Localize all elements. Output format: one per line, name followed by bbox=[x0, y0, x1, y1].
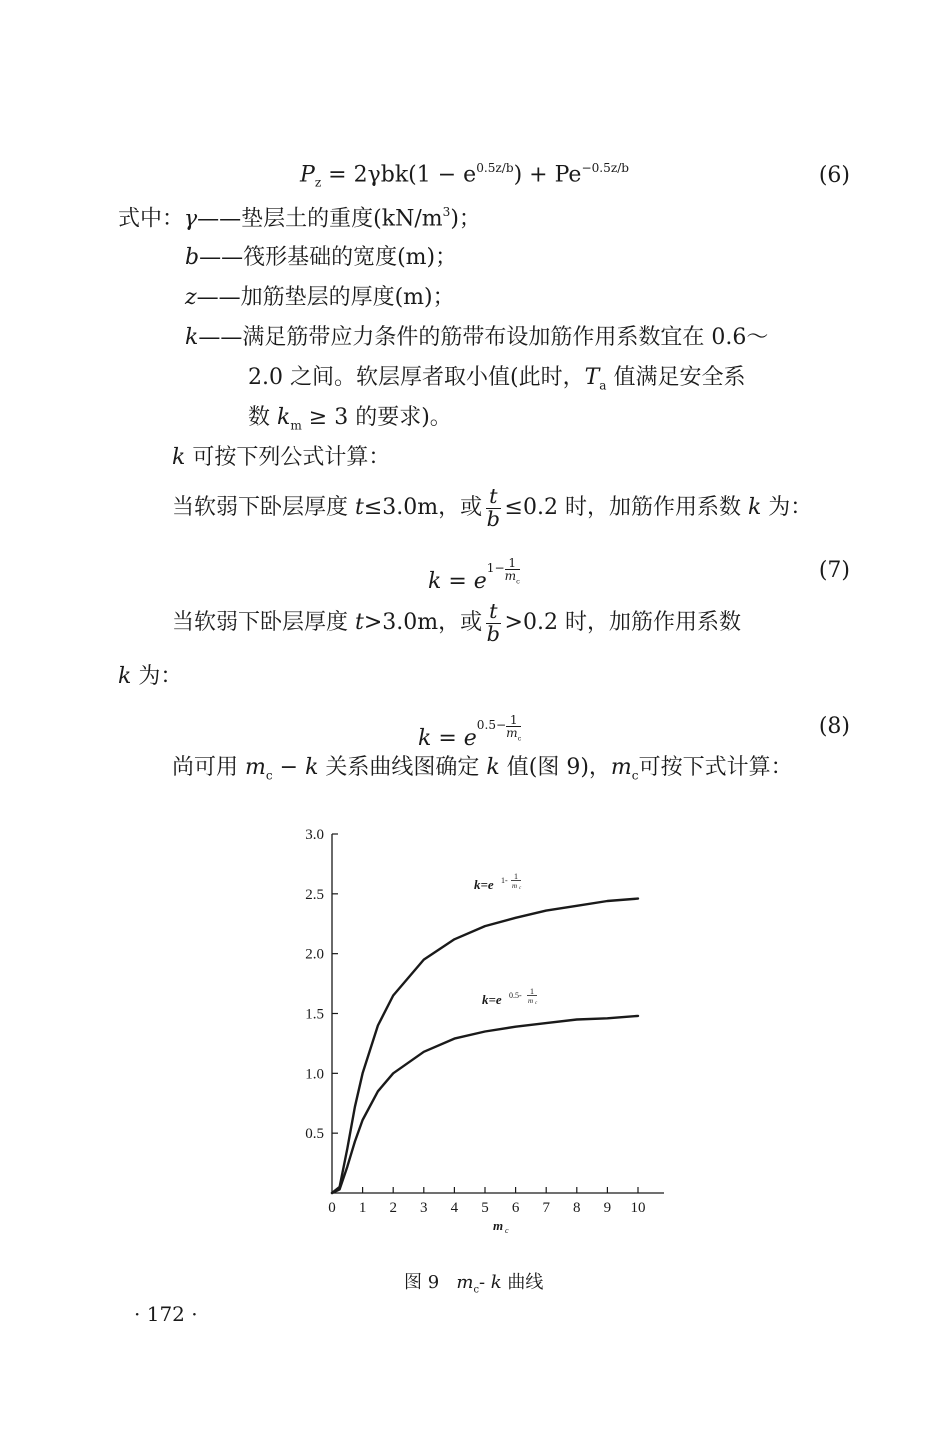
p5-b: − bbox=[272, 755, 306, 780]
eq8-lhs: k = e bbox=[418, 726, 477, 752]
p2-a: 当软弱下卧层厚度 bbox=[172, 495, 355, 520]
p5-m: m bbox=[245, 755, 266, 780]
eq6-rhs-a-sup: 0.5z/b bbox=[476, 160, 514, 175]
p4-k: k bbox=[118, 664, 132, 689]
p5-sub: c bbox=[265, 768, 273, 783]
p5-a: 尚可用 bbox=[172, 755, 245, 780]
series-label-frac-den-2: m bbox=[528, 997, 534, 1005]
p2-d: 为： bbox=[761, 495, 813, 520]
def-k-line3-b: ≥ 3 的要求)。 bbox=[301, 405, 452, 430]
p5-m2: m bbox=[610, 755, 632, 780]
def-k-line2-b: 值满足安全系 bbox=[606, 365, 746, 390]
def-k-line3-sub: m bbox=[290, 418, 302, 433]
x-tick-label: 8 bbox=[573, 1200, 581, 1216]
p3-b: >3.0m，或 bbox=[363, 610, 483, 635]
x-tick-label: 5 bbox=[481, 1200, 489, 1216]
eq7-frac-num: 1 bbox=[505, 557, 520, 570]
series-label-frac-num-2: 1 bbox=[530, 987, 534, 996]
eq8-frac-den-m: m bbox=[506, 726, 518, 741]
x-tick-label: 3 bbox=[420, 1200, 428, 1216]
frac2-numerator: t bbox=[486, 601, 500, 624]
page-number: · 172 · bbox=[134, 1302, 198, 1326]
series-line-2 bbox=[332, 1016, 638, 1193]
eq7-sup-head: 1− bbox=[486, 561, 505, 575]
definitions-intro: 式中： bbox=[118, 206, 185, 232]
series-label-2: k=e bbox=[482, 992, 502, 1007]
caption-rest: - bbox=[478, 1272, 491, 1293]
p5-e: 可按下式计算： bbox=[638, 755, 793, 780]
eq7-frac-den-m: m bbox=[504, 569, 517, 584]
def-k-line2-sub: a bbox=[599, 378, 607, 393]
def-k-line3-symbol: k bbox=[277, 405, 291, 430]
def-b-symbol: b bbox=[185, 245, 200, 270]
equation-number-6: (6) bbox=[818, 163, 850, 188]
eq8-sup-head: 0.5− bbox=[476, 718, 507, 732]
series-label-frac-den-sub-2: c bbox=[535, 1001, 538, 1006]
x-axis-label: m bbox=[493, 1218, 504, 1233]
eq6-rhs-b-sup: −0.5z/b bbox=[581, 160, 630, 175]
p5-k2: k bbox=[486, 755, 500, 780]
caption-tail: 曲线 bbox=[501, 1272, 544, 1293]
eq6-lhs: P bbox=[300, 162, 315, 188]
def-k-symbol: k bbox=[185, 325, 199, 350]
eq7-frac-den-sub: c bbox=[516, 577, 520, 586]
p3-a: 当软弱下卧层厚度 bbox=[172, 610, 355, 635]
def-z-symbol: z bbox=[185, 285, 197, 310]
p3-c: >0.2 时，加筋作用系数 bbox=[504, 610, 741, 635]
y-tick-label: 1.5 bbox=[305, 1006, 324, 1023]
p2-t: t bbox=[355, 495, 364, 520]
def-b-text: 筏形基础的宽度(m)； bbox=[243, 245, 458, 270]
def-gamma-dash: —— bbox=[197, 206, 242, 232]
p5-c: 关系曲线图确定 bbox=[318, 755, 487, 780]
x-tick-label: 10 bbox=[630, 1200, 646, 1216]
caption-k: k bbox=[490, 1272, 502, 1293]
def-k-line2-symbol: T bbox=[584, 365, 600, 390]
eq6-rhs-a: = 2γbk(1 − e bbox=[321, 162, 477, 188]
def-gamma-text: 垫层土的重度(kN/m bbox=[241, 206, 443, 232]
eq8-frac-den-sub: c bbox=[517, 734, 522, 743]
y-tick-label: 2.5 bbox=[305, 886, 324, 903]
caption-sub: c bbox=[473, 1284, 479, 1296]
equation-number-7: (7) bbox=[818, 558, 850, 583]
def-k-dash: —— bbox=[198, 325, 243, 350]
y-tick-label: 2.0 bbox=[305, 946, 324, 963]
def-gamma-symbol: γ bbox=[184, 206, 198, 232]
equation-number-8: (8) bbox=[818, 714, 850, 739]
series-label-1: k=e bbox=[474, 877, 494, 892]
def-z-dash: —— bbox=[196, 285, 241, 310]
p2-c: ≤0.2 时，加筋作用系数 bbox=[504, 495, 748, 520]
eq7-lhs: k = e bbox=[428, 569, 487, 595]
x-tick-label: 6 bbox=[511, 1200, 520, 1216]
series-label-frac-den-1: m bbox=[512, 882, 518, 890]
frac-denominator: b bbox=[486, 506, 501, 531]
y-tick-label: 1.0 bbox=[305, 1066, 324, 1083]
frac2-denominator: b bbox=[486, 621, 501, 646]
series-label-sup-1: 1- bbox=[501, 876, 508, 885]
p3-t: t bbox=[355, 610, 364, 635]
p5-k: k bbox=[305, 755, 319, 780]
p2-k: k bbox=[747, 495, 762, 520]
x-tick-label: 9 bbox=[603, 1200, 612, 1216]
caption-fig: 图 9 bbox=[404, 1272, 440, 1293]
p5-sub2: c bbox=[631, 768, 639, 783]
chart-axes bbox=[332, 834, 664, 1193]
x-tick-label: 0 bbox=[328, 1200, 336, 1216]
p1-text: 可按下列公式计算： bbox=[185, 445, 391, 470]
x-tick-label: 1 bbox=[358, 1200, 367, 1216]
caption-m: m bbox=[456, 1272, 474, 1293]
x-tick-label: 7 bbox=[542, 1200, 550, 1216]
x-tick-label: 4 bbox=[450, 1200, 459, 1216]
def-k-line1: 满足筋带应力条件的筋带布设加筋作用系数宜在 0.6～ bbox=[242, 325, 769, 350]
eq6-lhs-sub: z bbox=[314, 175, 322, 190]
x-axis-label-sub: c bbox=[505, 1226, 509, 1235]
figure-caption bbox=[404, 1268, 543, 1296]
x-tick-label: 2 bbox=[389, 1200, 397, 1216]
p5-d: 值(图 9)， bbox=[499, 755, 611, 780]
series-line-1 bbox=[332, 899, 638, 1193]
def-gamma-tail: )； bbox=[450, 206, 481, 232]
y-tick-label: 3.0 bbox=[305, 827, 324, 843]
def-k-line3-a: 数 bbox=[248, 405, 277, 430]
eq6-rhs-b: ) + Pe bbox=[513, 162, 582, 188]
y-tick-label: 0.5 bbox=[305, 1126, 324, 1143]
chart-series bbox=[332, 899, 638, 1193]
def-b-dash: —— bbox=[199, 245, 244, 270]
frac-numerator: t bbox=[486, 486, 500, 509]
def-z-text: 加筋垫层的厚度(m)； bbox=[240, 285, 455, 310]
series-label-frac-num-1: 1 bbox=[514, 872, 518, 881]
p4-text: 为： bbox=[131, 664, 183, 689]
eq8-frac-num: 1 bbox=[506, 714, 521, 727]
p1-symbol: k bbox=[172, 445, 186, 470]
series-label-sup-2: 0.5- bbox=[509, 991, 522, 1000]
def-k-line2-a: 2.0 之间。软层厚者取小值(此时， bbox=[248, 365, 585, 390]
p2-b: ≤3.0m，或 bbox=[363, 495, 483, 520]
def-gamma-sup: 3 bbox=[442, 204, 451, 219]
series-label-frac-den-sub-1: c bbox=[519, 886, 522, 891]
